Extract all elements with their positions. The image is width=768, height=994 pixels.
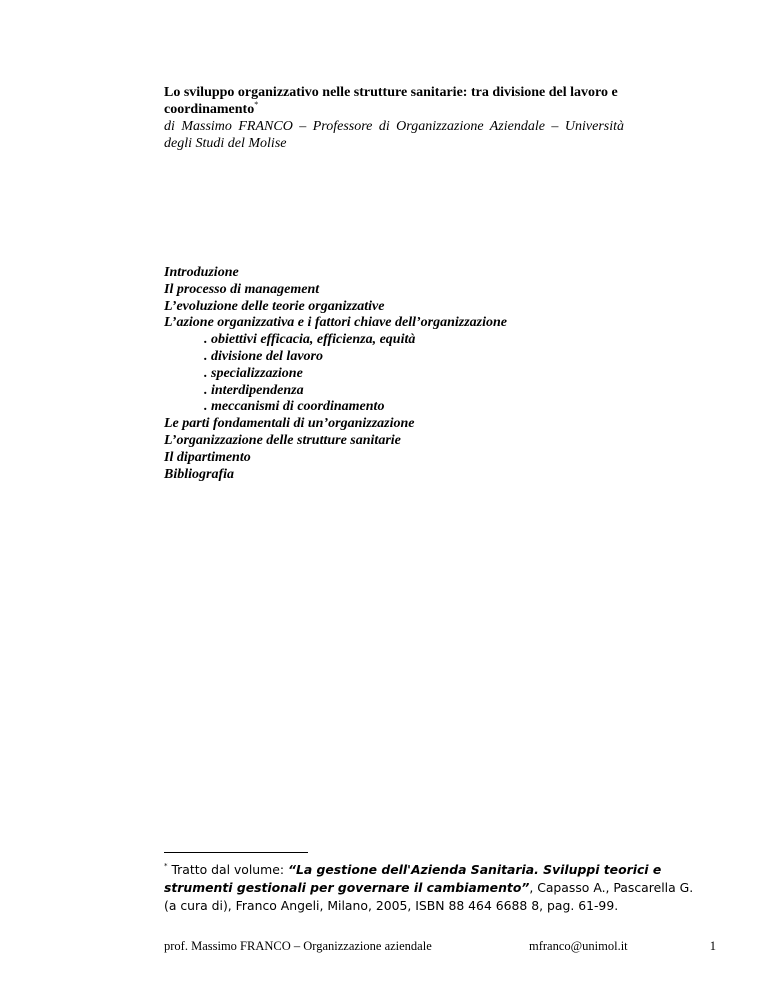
toc-subitem: . interdipendenza — [204, 382, 304, 398]
table-of-contents — [164, 265, 634, 483]
toc-item: Bibliografia — [164, 466, 235, 482]
document-header — [164, 84, 624, 152]
footer-email: mfranco@unimol.it — [529, 939, 628, 953]
toc-item: L’azione organizzativa e i fattori chiave dell’organizzazione — [164, 315, 508, 331]
toc-subitem: . specializzazione — [204, 365, 303, 381]
toc-item: Il processo di management — [164, 281, 320, 297]
footnote-prefix: Tratto dal volume: — [167, 862, 288, 877]
page-footer — [164, 939, 716, 957]
toc-subitem: . meccanismi di coordinamento — [204, 399, 385, 415]
toc-item: L’evoluzione delle teorie organizzative — [164, 298, 385, 314]
toc-subitem: . obiettivi efficacia, efficienza, equità — [204, 332, 416, 348]
footnote-details: , Capasso A., Pascarella G. (a cura di), Franco Angeli, Milano, 2005, ISBN 88 464 6688 8, pag. 61-99. — [164, 880, 694, 913]
footer-author: prof. Massimo FRANCO – Organizzazione aziendale — [164, 939, 432, 953]
title-text: Lo sviluppo organizzativo nelle strutture sanitarie: tra divisione del lavoro e coordinamento — [164, 85, 618, 117]
title-footnote-marker: * — [254, 100, 259, 109]
toc-item: Introduzione — [164, 265, 239, 280]
footnote — [164, 861, 694, 915]
footnote-separator — [164, 852, 308, 853]
author-line: di Massimo FRANCO – Professore di Organizzazione Aziendale – Università degli Studi del Molise — [164, 119, 624, 151]
toc-item: Il dipartimento — [164, 449, 251, 465]
page-number: 1 — [709, 939, 716, 953]
footnote-marker: * — [164, 862, 168, 870]
document-title — [164, 84, 624, 118]
footnote-book-title: “La gestione dell'Azienda Sanitaria. Sviluppi teorici e strumenti gestionali per governare il cambiamento” — [164, 862, 662, 895]
toc-item: L’organizzazione delle strutture sanitarie — [164, 432, 401, 448]
toc-subitem: . divisione del lavoro — [204, 348, 323, 364]
toc-item: Le parti fondamentali di un’organizzazione — [164, 416, 415, 432]
